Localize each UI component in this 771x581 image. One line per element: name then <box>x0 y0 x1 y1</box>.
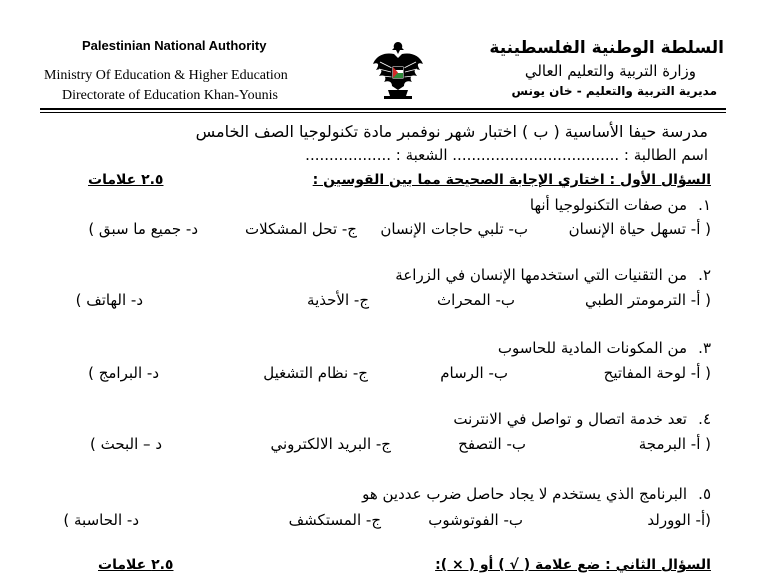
question-text: من التقنيات التي استخدمها الإنسان في الزراعة <box>395 266 687 284</box>
question-number: ٢. <box>698 266 711 284</box>
header-left-authority: Palestinian National Authority <box>82 38 267 53</box>
option-c: ج- البريد الالكتروني <box>270 435 391 453</box>
header-right-directorate: مديرية التربية والتعليم - خان يونس <box>511 84 717 98</box>
question-number: ٤. <box>698 410 711 428</box>
option-c: ج- تحل المشكلات <box>245 220 357 238</box>
option-d: د- جميع ما سبق ) <box>88 220 198 238</box>
option-d: د – البحث ) <box>89 435 162 453</box>
question-number: ٥. <box>698 485 711 503</box>
question-text: البرنامج الذي يستخدم لا يجاد حاصل ضرب عددين هو <box>362 485 687 503</box>
question-text: تعد خدمة اتصال و تواصل في الانترنت <box>453 410 687 428</box>
header-right-authority: السلطة الوطنية الفلسطينية <box>489 38 724 58</box>
question-number: ٣. <box>698 339 711 357</box>
option-a: ( أ- تسهل حياة الإنسان <box>568 220 711 238</box>
question-1-title: السؤال الأول : اختاري الإجابة الصحيحة مما بين القوسين : <box>312 172 711 188</box>
option-b: ب- تلبي حاجات الإنسان <box>380 220 528 238</box>
option-a: ( أ- البرمجة <box>638 435 711 453</box>
option-c: ج- الأحذية <box>307 291 369 309</box>
option-c: ج- نظام التشغيل <box>263 364 368 382</box>
option-d: د- الحاسبة ) <box>63 511 139 529</box>
option-b: ب- الرسام <box>440 364 508 382</box>
option-b: ب- الفوتوشوب <box>428 511 523 529</box>
student-name-line: اسم الطالبة : ................................... الشعبة : .................. <box>305 146 708 164</box>
question-1-marks: ٢.٥ علامات <box>88 172 164 188</box>
option-b: ب- المحراث <box>437 291 515 309</box>
option-d: د- الهاتف ) <box>75 291 143 309</box>
option-a: ( أ- الترمومتر الطبي <box>585 291 711 309</box>
option-d: د- البرامج ) <box>88 364 159 382</box>
question-2-title: السؤال الثاني : ضع علامة ( √ ) أو ( × ): <box>435 557 711 573</box>
header-right-ministry: وزارة التربية والتعليم العالي <box>524 62 696 80</box>
header-divider <box>40 108 726 110</box>
header-divider-thin <box>40 112 726 113</box>
question-number: ١. <box>698 196 711 214</box>
question-2-marks: ٢.٥ علامات <box>98 557 174 573</box>
header-left-ministry: Ministry Of Education & Higher Education <box>44 68 288 83</box>
question-text: من المكونات المادية للحاسوب <box>497 339 687 357</box>
option-c: ج- المستكشف <box>288 511 381 529</box>
option-b: ب- التصفح <box>458 435 526 453</box>
palestinian-eagle-emblem-icon <box>370 38 426 100</box>
option-a: ( أ- لوحة المفاتيح <box>603 364 711 382</box>
question-text: من صفات التكنولوجيا أنها <box>529 196 687 214</box>
option-a: (أ- الوورلد <box>647 511 711 529</box>
exam-info-line: مدرسة حيفا الأساسية ( ب ) اختبار شهر نوفمبر مادة تكنولوجيا الصف الخامس <box>195 122 708 141</box>
header-left-directorate: Directorate of Education Khan-Younis <box>62 88 278 103</box>
